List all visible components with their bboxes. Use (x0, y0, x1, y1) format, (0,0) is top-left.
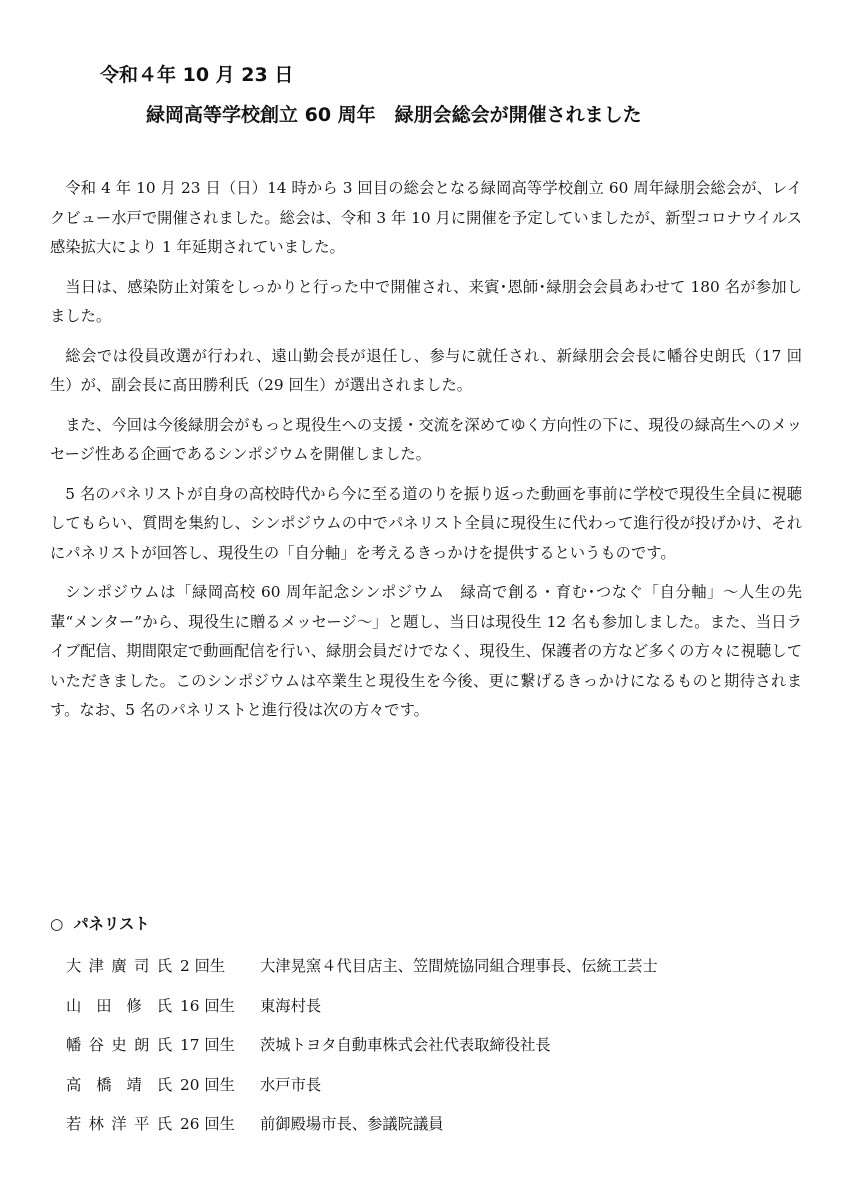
list-item (66, 1033, 658, 1073)
panelist-name: 幡谷史朗氏 (66, 1036, 172, 1054)
article-body (50, 174, 802, 736)
panelists-heading (50, 912, 150, 934)
panelist-role: 東海村長 (260, 996, 322, 1015)
paragraph: 令和 4 年 10 月 23 日（日）14 時から 3 回目の総会となる緑岡高等学校創立 60 周年緑朋会総会が、レイクビュー水戸で開催されました。総会は、令和 3 年 10 月に開催を予定していましたが、新型コロナウイルス感染拡大により 1 年延期されていました。 (50, 179, 802, 256)
document-title: 緑岡高等学校創立 60 周年 緑朋会総会が開催されました (146, 104, 642, 126)
panelists-heading-label: パネリスト (73, 915, 150, 933)
panelists-list (66, 954, 658, 1152)
panelist-name: 大津廣司氏 (66, 957, 172, 975)
panelist-role: 大津晃窯４代目店主、笠間焼協同組合理事長、伝統工芸士 (260, 957, 658, 975)
panelist-generation: 26 回生 (180, 1115, 235, 1133)
document-date: 令和４年 10 月 23 日 (100, 64, 294, 86)
paragraph: 当日は、感染防止対策をしっかりと行った中で開催され、来賓･恩師･緑朋会会員あわせて 180 名が参加しました。 (50, 277, 802, 325)
panelist-generation: 20 回生 (180, 1075, 235, 1094)
circle-bullet-icon: ○ (50, 915, 64, 933)
panelist-generation: 2 回生 (180, 957, 226, 975)
panelist-role: 茨城トヨタ自動車株式会社代表取締役社長 (260, 1036, 551, 1054)
paragraph: 総会では役員改選が行われ、遠山勤会長が退任し、参与に就任され、新緑朋会会長に幡谷史朗氏（17 回生）が、副会長に髙田勝利氏（29 回生）が選出されました。 (50, 346, 802, 394)
list-item (66, 994, 658, 1034)
paragraph: 5 名のパネリストが自身の高校時代から今に至る道のりを振り返った動画を事前に学校で現役生全員に視聴してもらい、質問を集約し、シンポジウムの中でパネリスト全員に現役生に代わって進行役が投げかけ、それにパネリストが回答し、現役生の「自分軸」を考えるきっかけを提供するというものです。 (50, 484, 802, 562)
panelist-role: 前御殿場市長、参議院議員 (260, 1115, 444, 1133)
list-item (66, 1112, 658, 1152)
panelist-role: 水戸市長 (260, 1075, 322, 1094)
list-item (66, 954, 658, 994)
paragraph: シンポジウムは「緑岡高校 60 周年記念シンポジウム 緑高で創る・育む･つなぐ「自分軸」～人生の先輩“メンター”から、現役生に贈るメッセージ～」と題し、当日は現役生 12 名も参加しました。また、当日ライブ配信、期間限定で動画配信を行い、緑朋会員だけでなく、現役生、保護者の方など多くの方々に視聴していただきました。このシンポジウムは卒業生と現役生を今後、更に繋げるきっかけになるものと期待されます。なお、5 名のパネリストと進行役は次の方々です。 (50, 583, 802, 719)
paragraph: また、今回は今後緑朋会がもっと現役生への支援・交流を深めてゆく方向性の下に、現役の緑高生へのメッセージ性ある企画であるシンポジウムを開催しました。 (50, 415, 802, 463)
panelist-name: 高橋靖氏 (66, 1075, 172, 1094)
list-item (66, 1073, 658, 1113)
panelist-generation: 17 回生 (180, 1036, 235, 1054)
panelist-generation: 16 回生 (180, 996, 235, 1015)
panelist-name: 山田修氏 (66, 996, 172, 1015)
panelist-name: 若林洋平氏 (66, 1115, 172, 1133)
